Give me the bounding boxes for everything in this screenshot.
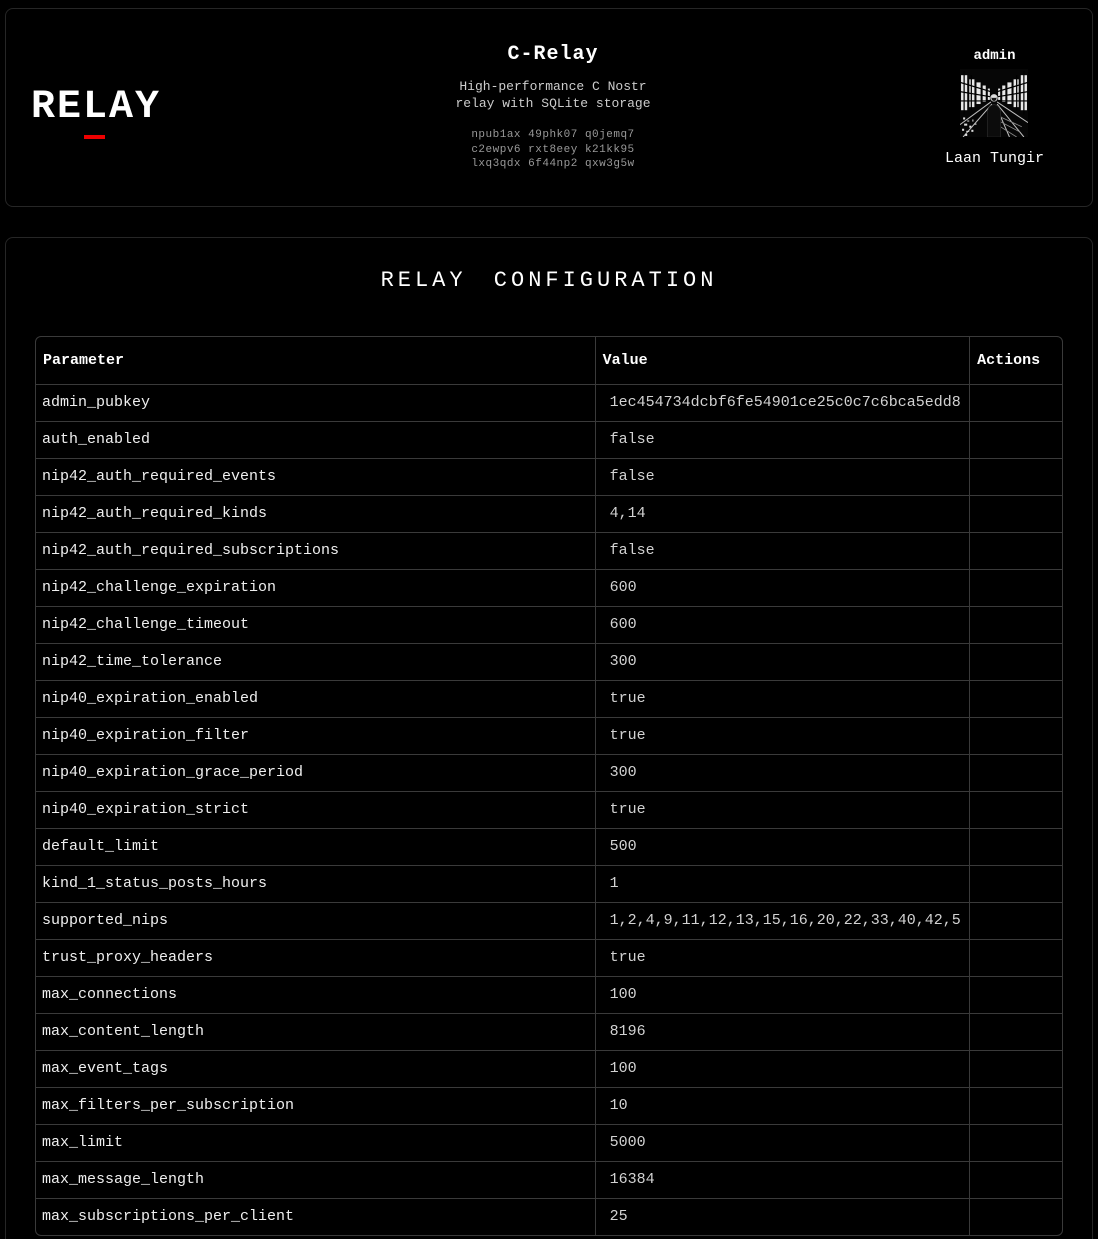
table-row — [36, 976, 1062, 1013]
param-cell: nip40_expiration_strict — [36, 791, 595, 828]
param-cell: nip42_auth_required_kinds — [36, 495, 595, 532]
actions-cell — [970, 643, 1062, 680]
value-cell: false — [595, 458, 969, 495]
value-cell: 600 — [595, 569, 969, 606]
table-row — [36, 495, 1062, 532]
table-header-row — [36, 337, 1062, 384]
config-table-wrap — [35, 336, 1063, 1236]
actions-cell — [970, 1013, 1062, 1050]
relay-logo-wrap — [31, 84, 162, 130]
value-cell: false — [595, 421, 969, 458]
param-cell: nip42_challenge_timeout — [36, 606, 595, 643]
table-row — [36, 1161, 1062, 1198]
admin-panel — [945, 48, 1044, 167]
actions-cell — [970, 384, 1062, 421]
table-row — [36, 791, 1062, 828]
table-row — [36, 384, 1062, 421]
section-title: RELAY CONFIGURATION — [380, 268, 718, 293]
actions-cell — [970, 717, 1062, 754]
table-row — [36, 680, 1062, 717]
actions-cell — [970, 1198, 1062, 1235]
table-row — [36, 828, 1062, 865]
actions-cell — [970, 495, 1062, 532]
table-row — [36, 643, 1062, 680]
param-cell: kind_1_status_posts_hours — [36, 865, 595, 902]
admin-portrait-photo-icon — [960, 69, 1028, 137]
actions-cell — [970, 680, 1062, 717]
relay-logo[interactable]: RELAY — [31, 84, 162, 130]
table-row — [36, 1013, 1062, 1050]
value-cell: true — [595, 717, 969, 754]
col-parameter-header: Parameter — [36, 337, 595, 384]
param-cell: nip42_challenge_expiration — [36, 569, 595, 606]
value-cell: true — [595, 680, 969, 717]
param-cell: max_content_length — [36, 1013, 595, 1050]
table-row — [36, 532, 1062, 569]
table-row — [36, 717, 1062, 754]
param-cell: nip40_expiration_enabled — [36, 680, 595, 717]
config-card — [5, 237, 1093, 1239]
table-row — [36, 754, 1062, 791]
npub-line: lxq3qdx 6f44np2 qxw3g5w — [471, 158, 635, 171]
actions-cell — [970, 421, 1062, 458]
config-table-body — [36, 384, 1062, 1235]
param-cell: trust_proxy_headers — [36, 939, 595, 976]
col-actions-header: Actions — [970, 337, 1062, 384]
param-cell: max_event_tags — [36, 1050, 595, 1087]
value-cell: 1,2,4,9,11,12,13,15,16,20,22,33,40,42,5 — [595, 902, 969, 939]
param-cell: nip42_time_tolerance — [36, 643, 595, 680]
value-cell: 5000 — [595, 1124, 969, 1161]
value-cell: 300 — [595, 754, 969, 791]
value-cell: 16384 — [595, 1161, 969, 1198]
actions-cell — [970, 1161, 1062, 1198]
value-cell: true — [595, 939, 969, 976]
actions-cell — [970, 1124, 1062, 1161]
actions-cell — [970, 458, 1062, 495]
admin-avatar[interactable] — [960, 69, 1028, 137]
param-cell: max_message_length — [36, 1161, 595, 1198]
actions-cell — [970, 754, 1062, 791]
param-cell: admin_pubkey — [36, 384, 595, 421]
value-cell: 100 — [595, 1050, 969, 1087]
value-cell: false — [595, 532, 969, 569]
value-cell: 100 — [595, 976, 969, 1013]
param-cell: auth_enabled — [36, 421, 595, 458]
param-cell: default_limit — [36, 828, 595, 865]
table-row — [36, 1198, 1062, 1235]
param-cell: supported_nips — [36, 902, 595, 939]
actions-cell — [970, 791, 1062, 828]
actions-cell — [970, 532, 1062, 569]
actions-cell — [970, 828, 1062, 865]
actions-cell — [970, 569, 1062, 606]
table-row — [36, 1124, 1062, 1161]
admin-label: admin — [973, 48, 1016, 64]
param-cell: nip40_expiration_filter — [36, 717, 595, 754]
param-cell: max_subscriptions_per_client — [36, 1198, 595, 1235]
table-row — [36, 1087, 1062, 1124]
value-cell: 1ec454734dcbf6fe54901ce25c0c7c6bca5edd8 — [595, 384, 969, 421]
table-row — [36, 865, 1062, 902]
param-cell: max_limit — [36, 1124, 595, 1161]
value-cell: 4,14 — [595, 495, 969, 532]
table-row — [36, 606, 1062, 643]
value-cell: 500 — [595, 828, 969, 865]
relay-npub — [446, 128, 660, 172]
admin-name: Laan Tungir — [944, 150, 1044, 167]
table-row — [36, 458, 1062, 495]
param-cell: nip42_auth_required_subscriptions — [36, 532, 595, 569]
value-cell: 10 — [595, 1087, 969, 1124]
table-row — [36, 939, 1062, 976]
actions-cell — [970, 1050, 1062, 1087]
value-cell: 1 — [595, 865, 969, 902]
table-row — [36, 421, 1062, 458]
param-cell: max_filters_per_subscription — [36, 1087, 595, 1124]
app-title: C-Relay — [507, 43, 599, 67]
col-value-header: Value — [595, 337, 969, 384]
npub-line: c2ewpv6 rxt8eey k21kk95 — [471, 143, 635, 156]
param-cell: nip40_expiration_grace_period — [36, 754, 595, 791]
actions-cell — [970, 865, 1062, 902]
logo-red-underline-accent — [84, 135, 105, 139]
app-subtitle: High-performance C Nostr relay with SQLite storage — [455, 79, 651, 112]
value-cell: 300 — [595, 643, 969, 680]
param-cell: nip42_auth_required_events — [36, 458, 595, 495]
table-row — [36, 569, 1062, 606]
value-cell: 25 — [595, 1198, 969, 1235]
table-row — [36, 902, 1062, 939]
relay-info — [446, 43, 660, 172]
actions-cell — [970, 976, 1062, 1013]
actions-cell — [970, 939, 1062, 976]
actions-cell — [970, 902, 1062, 939]
value-cell: 600 — [595, 606, 969, 643]
header-card — [5, 8, 1093, 207]
actions-cell — [970, 606, 1062, 643]
actions-cell — [970, 1087, 1062, 1124]
npub-line: npub1ax 49phk07 q0jemq7 — [471, 129, 635, 142]
value-cell: true — [595, 791, 969, 828]
param-cell: max_connections — [36, 976, 595, 1013]
config-table — [36, 337, 1062, 1235]
table-row — [36, 1050, 1062, 1087]
value-cell: 8196 — [595, 1013, 969, 1050]
